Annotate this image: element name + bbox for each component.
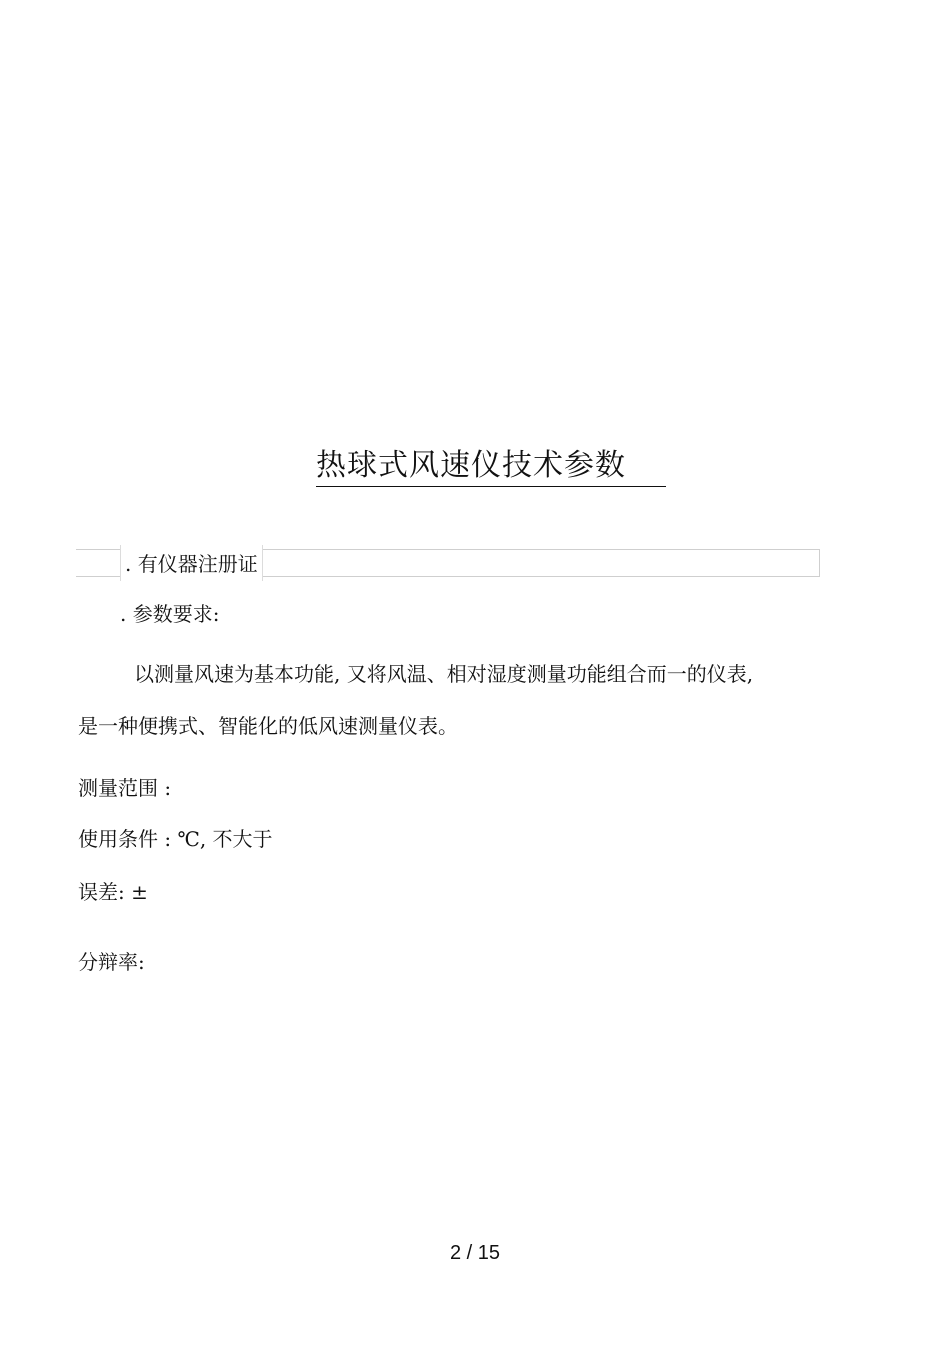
section-parameter-requirements: . 参数要求: [120,602,220,626]
document-title: 热球式风速仪技术参数 [316,446,666,487]
description-line-1: 以测量风速为基本功能, 又将风温、相对湿度测量功能组合而一的仪表, [134,662,754,686]
spec-operating-conditions: 使用条件 : ℃, 不大于 [78,827,273,851]
spec-resolution: 分辩率: [78,950,145,974]
spec-error: 误差: ± [78,880,148,904]
section-registration-certificate: . 有仪器注册证 [120,545,263,581]
description-line-2: 是一种便携式、智能化的低风速测量仪表。 [78,714,458,738]
page-indicator: 2 / 15 [449,1242,501,1264]
spec-measurement-range: 测量范围 : [78,776,172,800]
